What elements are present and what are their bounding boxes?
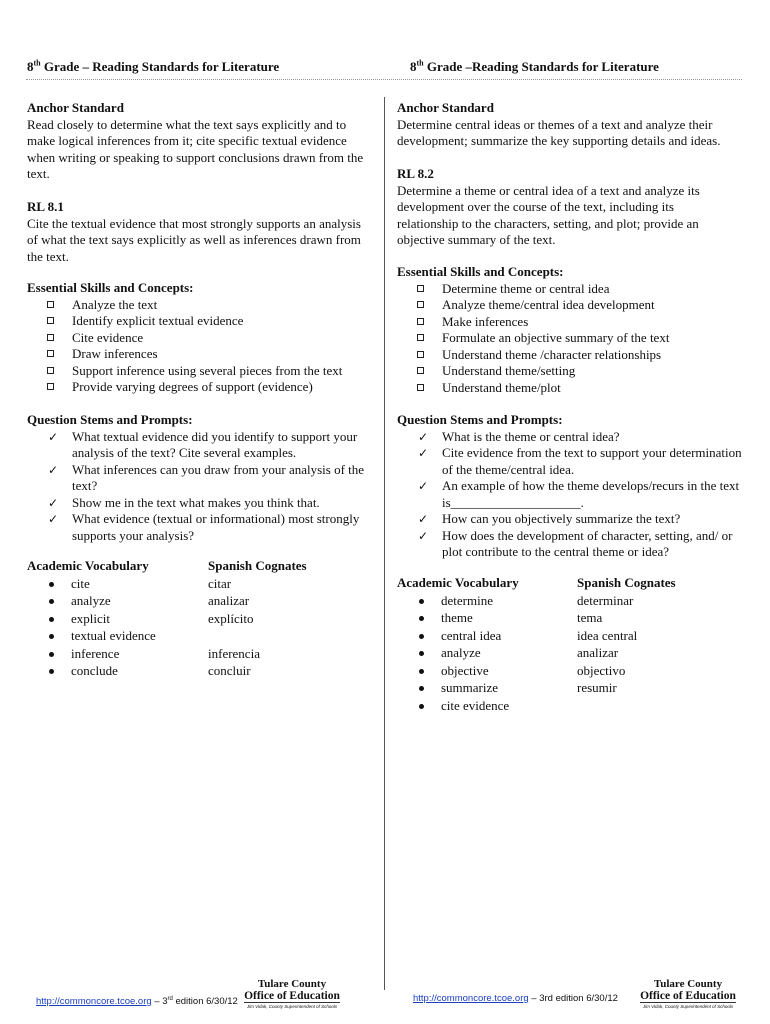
vocab-item: [47, 593, 208, 611]
left-rl-section: [27, 199, 367, 265]
logo-line-3: Jim Vidak, County Superintendent of Schools: [642, 1004, 734, 1009]
vocab-item-text: analyze: [441, 645, 481, 660]
left-skills-section: [27, 280, 372, 396]
column-divider: [384, 97, 385, 990]
cognate-item-text: explícito: [208, 610, 254, 626]
vocab-item-text: summarize: [441, 680, 499, 695]
skill-item-text: Draw inferences: [72, 346, 158, 361]
left-grade-number: 8: [27, 59, 34, 74]
cognate-item: [208, 611, 388, 629]
left-footer: [36, 991, 238, 1011]
right-cognates-list: [577, 593, 757, 716]
vocab-item: [47, 663, 208, 681]
skill-item: [417, 330, 747, 347]
right-grade-number: 8: [410, 59, 417, 74]
vocab-item-text: cite: [71, 575, 90, 591]
logo-line-1: Tulare County: [257, 978, 327, 990]
checkbox-square-icon: [47, 367, 54, 374]
bullet-icon: [49, 652, 54, 657]
cognate-item-text: resumir: [577, 680, 617, 695]
question-stem-item: [416, 478, 742, 511]
logo-line-2: Office of Education: [244, 990, 340, 1002]
cognate-item: [577, 663, 757, 681]
cognate-item-text: inferencia: [208, 645, 260, 661]
vocab-item-text: explicit: [71, 610, 110, 626]
checkmark-icon: ✓: [418, 429, 429, 444]
left-anchor-text: Read closely to determine what the text says explicitly and to make logical inferences from it; cite specific textual evidence when writing or speaking to support conclusions drawn from the text.: [27, 116, 364, 181]
skill-item-text: Identify explicit textual evidence: [72, 313, 244, 328]
vocab-item: [47, 611, 208, 629]
left-footer-link[interactable]: http://commoncore.tcoe.org: [36, 996, 152, 1008]
right-anchor-text: Determine central ideas or themes of a text and analyze their development; summarize the key supporting details and ideas.: [397, 116, 721, 148]
question-stem-item-text: How can you objectively summarize the text?: [442, 511, 681, 526]
left-stems-list: [27, 429, 372, 545]
left-skills-title: Essential Skills and Concepts:: [27, 280, 194, 295]
cognate-item: [208, 628, 388, 646]
skill-item: [417, 281, 747, 298]
checkbox-square-icon: [47, 301, 54, 308]
cognate-item: [208, 593, 388, 611]
bullet-icon: [419, 686, 424, 691]
left-stems-title: Question Stems and Prompts:: [27, 412, 193, 427]
question-stem-item: [46, 495, 372, 512]
vocab-item: [417, 698, 577, 716]
checkbox-square-icon: [417, 367, 424, 374]
checkbox-square-icon: [417, 285, 424, 292]
header-divider: [26, 79, 742, 80]
right-rl-text: Determine a theme or central idea of a text and analyze its development over the course of the text, including its relationship to the characters, setting, and plot; provide an objective summary of the text.: [397, 182, 700, 247]
bullet-icon: [419, 599, 424, 604]
right-stems-title: Question Stems and Prompts:: [397, 412, 563, 427]
right-vocab-title: Academic Vocabulary: [397, 575, 519, 590]
bullet-icon: [419, 669, 424, 674]
skill-item: [47, 297, 372, 314]
logo-line-2: Office of Education: [640, 990, 736, 1002]
left-anchor-section: [27, 100, 372, 183]
left-header-text: Grade – Reading Standards for Literature: [40, 59, 280, 74]
checkbox-square-icon: [47, 317, 54, 324]
right-skills-section: [397, 264, 747, 396]
left-rl-title: RL 8.1: [27, 199, 64, 214]
vocab-item-text: central idea: [441, 627, 502, 643]
right-anchor-section: [397, 100, 747, 150]
cognate-item-text: analizar: [577, 645, 619, 660]
question-stem-item: [416, 445, 742, 478]
question-stem-item-text: What is the theme or central idea?: [442, 428, 620, 444]
skill-item: [47, 379, 372, 396]
bullet-icon: [49, 669, 54, 674]
left-footer-sup: rd: [167, 996, 173, 1002]
question-stem-item: [416, 511, 742, 528]
left-grade-suffix: th: [33, 58, 41, 68]
skill-item-text: Support inference using several pieces from the text: [72, 362, 343, 378]
question-stem-item-text: An example of how the theme develops/recurs in the text is____________________.: [442, 478, 740, 510]
vocab-item: [417, 680, 577, 698]
checkbox-square-icon: [417, 384, 424, 391]
left-cognates-title: Spanish Cognates: [208, 558, 307, 573]
cognate-item: [208, 646, 388, 664]
skill-item: [47, 363, 372, 380]
cognate-item: [577, 645, 757, 663]
skill-item: [417, 297, 747, 314]
cognate-item: [577, 680, 757, 698]
right-anchor-title: Anchor Standard: [397, 100, 494, 115]
bullet-icon: [419, 616, 424, 621]
left-page-header: [27, 59, 279, 76]
right-cognates-title: Spanish Cognates: [577, 575, 676, 590]
skill-item-text: Understand theme /character relationships: [442, 346, 662, 362]
checkmark-icon: ✓: [48, 462, 59, 477]
cognate-item: [577, 698, 757, 716]
vocab-item-text: cite evidence: [441, 697, 510, 713]
checkmark-icon: ✓: [48, 429, 59, 444]
checkbox-square-icon: [417, 351, 424, 358]
bullet-icon: [49, 617, 54, 622]
cognate-item-text: idea central: [577, 627, 638, 643]
right-grade-suffix: th: [416, 58, 424, 68]
vocab-item: [47, 576, 208, 594]
right-stems-section: [397, 412, 742, 561]
cognate-item: [208, 576, 388, 594]
skill-item: [47, 330, 372, 347]
checkmark-icon: ✓: [48, 512, 59, 526]
left-cognates-list: [208, 576, 388, 681]
checkbox-square-icon: [417, 318, 424, 325]
cognate-item: [577, 610, 757, 628]
vocab-item: [47, 646, 208, 664]
cognate-item-text: analizar: [208, 593, 250, 608]
question-stem-item-text: Cite evidence from the text to support your determination of the theme/central idea.: [442, 445, 742, 477]
skill-item-text: Analyze theme/central idea development: [442, 297, 655, 312]
right-footer: [413, 991, 618, 1008]
cognate-item-text: concluir: [208, 663, 251, 678]
checkmark-icon: ✓: [418, 479, 429, 493]
skill-item: [47, 313, 372, 330]
right-skills-title: Essential Skills and Concepts:: [397, 264, 564, 279]
left-tcoe-logo: [244, 978, 340, 1010]
right-rl-section: [397, 166, 732, 249]
skill-item: [417, 314, 747, 331]
skill-item-text: Understand theme/setting: [442, 363, 576, 378]
left-vocab-list: [27, 576, 208, 681]
left-footer-dash: – 3: [151, 996, 168, 1008]
cognate-item-text: objectivo: [577, 662, 626, 678]
vocab-item-text: analyze: [71, 593, 111, 608]
vocab-item-text: objective: [441, 662, 489, 678]
bullet-icon: [419, 651, 424, 656]
question-stem-item-text: What inferences can you draw from your analysis of the text?: [72, 461, 365, 493]
vocab-item: [47, 628, 208, 646]
cognate-item: [208, 663, 388, 681]
vocab-item-text: conclude: [71, 663, 118, 678]
question-stem-item: [46, 511, 372, 544]
right-page-header: [410, 59, 659, 76]
vocab-item: [417, 645, 577, 663]
checkbox-square-icon: [47, 350, 54, 357]
skill-item-text: Provide varying degrees of support (evidence): [72, 379, 313, 394]
skill-item: [417, 347, 747, 364]
right-tcoe-logo: [640, 978, 736, 1010]
skill-item-text: Determine theme or central idea: [442, 280, 610, 296]
checkmark-icon: ✓: [418, 528, 429, 543]
checkbox-square-icon: [417, 301, 424, 308]
question-stem-item-text: What evidence (textual or informational) most strongly supports your analysis?: [72, 511, 360, 543]
vocab-item: [417, 593, 577, 611]
vocab-item-text: theme: [441, 610, 473, 625]
vocab-item: [417, 610, 577, 628]
left-rl-text: Cite the textual evidence that most strongly supports an analysis of what the text says explicitly as well as inferences drawn from the text.: [27, 215, 361, 264]
checkbox-square-icon: [47, 334, 54, 341]
question-stem-item-text: Show me in the text what makes you think that.: [72, 494, 320, 510]
left-footer-edition: edition 6/30/12: [172, 996, 238, 1008]
right-footer-edition: – 3rd edition 6/30/12: [528, 993, 618, 1004]
question-stem-item: [416, 528, 742, 561]
skill-item-text: Cite evidence: [72, 329, 144, 345]
cognate-item-text: determinar: [577, 592, 634, 608]
logo-line-3: Jim Vidak, County Superintendent of Schools: [246, 1004, 338, 1009]
checkbox-square-icon: [417, 334, 424, 341]
skill-item-text: Understand theme/plot: [442, 379, 561, 395]
bullet-icon: [49, 582, 54, 587]
bullet-icon: [419, 704, 424, 709]
skill-item-text: Analyze the text: [72, 296, 158, 312]
left-skills-list: [27, 297, 372, 396]
question-stem-item-text: How does the development of character, setting, and/ or plot contribute to the central theme or idea?: [442, 527, 733, 559]
right-footer-link[interactable]: http://commoncore.tcoe.org: [413, 993, 529, 1004]
skill-item: [417, 363, 747, 380]
bullet-icon: [419, 634, 424, 639]
skill-item: [47, 346, 372, 363]
logo-line-1: Tulare County: [653, 978, 723, 990]
vocab-item-text: textual evidence: [71, 628, 156, 643]
question-stem-item: [416, 429, 742, 446]
checkmark-icon: ✓: [418, 446, 429, 460]
bullet-icon: [49, 634, 54, 639]
vocab-item: [417, 663, 577, 681]
question-stem-item-text: What textual evidence did you identify to support your analysis of the text? Cite several examples.: [72, 428, 358, 460]
right-skills-list: [397, 281, 747, 397]
checkmark-icon: ✓: [48, 495, 59, 510]
cognate-item: [577, 593, 757, 611]
checkbox-square-icon: [47, 383, 54, 390]
left-vocab-title: Academic Vocabulary: [27, 558, 149, 573]
cognate-item: [577, 628, 757, 646]
right-vocab-section: [397, 575, 757, 715]
checkmark-icon: ✓: [418, 512, 429, 526]
vocab-item: [417, 628, 577, 646]
skill-item: [417, 380, 747, 397]
question-stem-item: [46, 429, 372, 462]
left-vocab-section: [27, 558, 388, 681]
right-rl-title: RL 8.2: [397, 166, 434, 181]
left-anchor-title: Anchor Standard: [27, 100, 124, 115]
question-stem-item: [46, 462, 372, 495]
right-stems-list: [397, 429, 742, 561]
vocab-item-text: determine: [441, 592, 493, 608]
vocab-item-text: inference: [71, 645, 120, 661]
skill-item-text: Formulate an objective summary of the text: [442, 330, 670, 345]
cognate-item-text: tema: [577, 610, 603, 625]
right-header-text: Grade –Reading Standards for Literature: [423, 59, 659, 74]
cognate-item-text: citar: [208, 575, 232, 591]
skill-item-text: Make inferences: [442, 313, 529, 329]
right-vocab-list: [397, 593, 577, 716]
bullet-icon: [49, 599, 54, 604]
left-stems-section: [27, 412, 372, 544]
